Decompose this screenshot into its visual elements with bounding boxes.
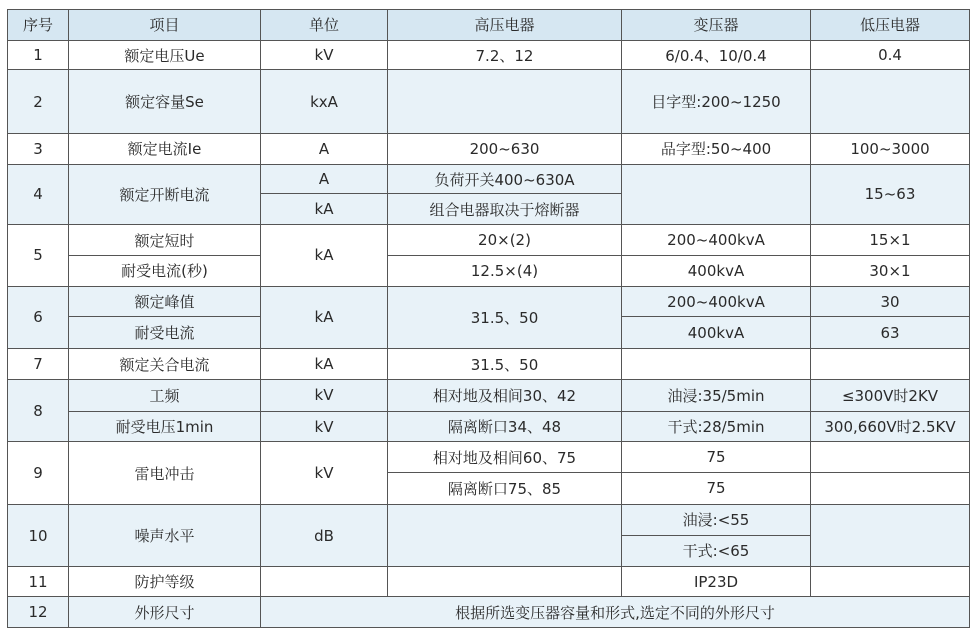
unit-cell: kV xyxy=(261,379,388,411)
spec-table xyxy=(7,9,970,628)
table-row xyxy=(8,349,970,380)
transformer-cell: 6/0.4、10/0.4 xyxy=(622,40,811,70)
table-row xyxy=(8,504,970,535)
item-cell: 额定开断电流 xyxy=(69,164,261,224)
unit-cell: A xyxy=(261,164,388,194)
row-number: 10 xyxy=(8,504,69,567)
transformer-cell: 油浸:35/5min xyxy=(622,379,811,411)
transformer-cell: 200~400kvA xyxy=(622,225,811,256)
transformer-cell xyxy=(622,349,811,380)
table-row xyxy=(8,255,970,286)
unit-cell: kA xyxy=(261,225,388,286)
transformer-cell: 200~400kvA xyxy=(622,286,811,317)
hv-cell xyxy=(388,504,622,567)
unit-cell: kV xyxy=(261,411,388,442)
row-number: 3 xyxy=(8,133,69,164)
table-row xyxy=(8,567,970,597)
transformer-cell: 油浸:<55 xyxy=(622,504,811,535)
transformer-cell: 品字型:50~400 xyxy=(622,133,811,164)
unit-cell: kA xyxy=(261,286,388,349)
lv-cell: 0.4 xyxy=(811,40,970,70)
item-cell: 额定关合电流 xyxy=(69,349,261,380)
row-number: 8 xyxy=(8,379,69,442)
row-number: 7 xyxy=(8,349,69,380)
row-number: 12 xyxy=(8,597,69,628)
item-cell: 噪声水平 xyxy=(69,504,261,567)
row-number: 6 xyxy=(8,286,69,349)
row-number: 4 xyxy=(8,164,69,224)
header-lv: 低压电器 xyxy=(811,10,970,41)
lv-cell: 30 xyxy=(811,286,970,317)
dimension-note: 根据所选变压器容量和形式,选定不同的外形尺寸 xyxy=(261,597,970,628)
item-cell: 雷电冲击 xyxy=(69,442,261,505)
table-row xyxy=(8,164,970,194)
lv-cell: 15×1 xyxy=(811,225,970,256)
item-cell: 防护等级 xyxy=(69,567,261,597)
transformer-cell: 75 xyxy=(622,442,811,473)
hv-cell: 隔离断口34、48 xyxy=(388,411,622,442)
hv-cell: 20×(2) xyxy=(388,225,622,256)
lv-cell xyxy=(811,567,970,597)
item-cell: 额定峰值 xyxy=(69,286,261,317)
item-cell: 耐受电流(秒) xyxy=(69,255,261,286)
header-transformer: 变压器 xyxy=(622,10,811,41)
table-row xyxy=(8,411,970,442)
table-row xyxy=(8,70,970,134)
header-row xyxy=(8,10,970,41)
hv-cell xyxy=(388,567,622,597)
unit-cell: kA xyxy=(261,349,388,380)
transformer-cell: 干式:28/5min xyxy=(622,411,811,442)
table-row xyxy=(8,133,970,164)
item-cell: 额定电压Ue xyxy=(69,40,261,70)
transformer-cell: 干式:<65 xyxy=(622,535,811,567)
unit-cell: kA xyxy=(261,194,388,225)
hv-cell: 负荷开关400~630A xyxy=(388,164,622,194)
lv-cell xyxy=(811,70,970,134)
row-number: 9 xyxy=(8,442,69,505)
unit-cell xyxy=(261,567,388,597)
transformer-cell: 75 xyxy=(622,473,811,505)
header-item: 项目 xyxy=(69,10,261,41)
hv-cell: 相对地及相间30、42 xyxy=(388,379,622,411)
table-row xyxy=(8,379,970,411)
hv-cell: 31.5、50 xyxy=(388,349,622,380)
transformer-cell: 400kvA xyxy=(622,317,811,349)
hv-cell: 7.2、12 xyxy=(388,40,622,70)
lv-cell: ≤300V时2KV xyxy=(811,379,970,411)
unit-cell: kV xyxy=(261,442,388,505)
row-number: 2 xyxy=(8,70,69,134)
lv-cell xyxy=(811,473,970,505)
transformer-cell: 目字型:200~1250 xyxy=(622,70,811,134)
lv-cell xyxy=(811,442,970,473)
transformer-cell: 400kvA xyxy=(622,255,811,286)
row-number: 1 xyxy=(8,40,69,70)
unit-cell: dB xyxy=(261,504,388,567)
table-row xyxy=(8,225,970,256)
hv-cell: 12.5×(4) xyxy=(388,255,622,286)
hv-cell: 200~630 xyxy=(388,133,622,164)
lv-cell xyxy=(811,349,970,380)
hv-cell: 31.5、50 xyxy=(388,286,622,349)
header-hv: 高压电器 xyxy=(388,10,622,41)
hv-cell: 组合电器取决于熔断器 xyxy=(388,194,622,225)
header-unit: 单位 xyxy=(261,10,388,41)
lv-cell: 63 xyxy=(811,317,970,349)
unit-cell: kV xyxy=(261,40,388,70)
lv-cell: 15~63 xyxy=(811,164,970,224)
hv-cell xyxy=(388,70,622,134)
item-cell: 耐受电流 xyxy=(69,317,261,349)
item-cell: 额定容量Se xyxy=(69,70,261,134)
lv-cell: 300,660V时2.5KV xyxy=(811,411,970,442)
item-cell: 额定短时 xyxy=(69,225,261,256)
hv-cell: 相对地及相间60、75 xyxy=(388,442,622,473)
table-row xyxy=(8,442,970,473)
unit-cell: kxA xyxy=(261,70,388,134)
item-cell: 工频 xyxy=(69,379,261,411)
lv-cell: 30×1 xyxy=(811,255,970,286)
row-number: 5 xyxy=(8,225,69,286)
header-no: 序号 xyxy=(8,10,69,41)
unit-cell: A xyxy=(261,133,388,164)
item-cell: 外形尺寸 xyxy=(69,597,261,628)
item-cell: 耐受电压1min xyxy=(69,411,261,442)
row-number: 11 xyxy=(8,567,69,597)
transformer-cell: IP23D xyxy=(622,567,811,597)
lv-cell xyxy=(811,504,970,567)
item-cell: 额定电流Ie xyxy=(69,133,261,164)
lv-cell: 100~3000 xyxy=(811,133,970,164)
transformer-cell xyxy=(622,164,811,224)
table-row xyxy=(8,40,970,70)
table-row xyxy=(8,286,970,317)
table-row xyxy=(8,597,970,628)
hv-cell: 隔离断口75、85 xyxy=(388,473,622,505)
